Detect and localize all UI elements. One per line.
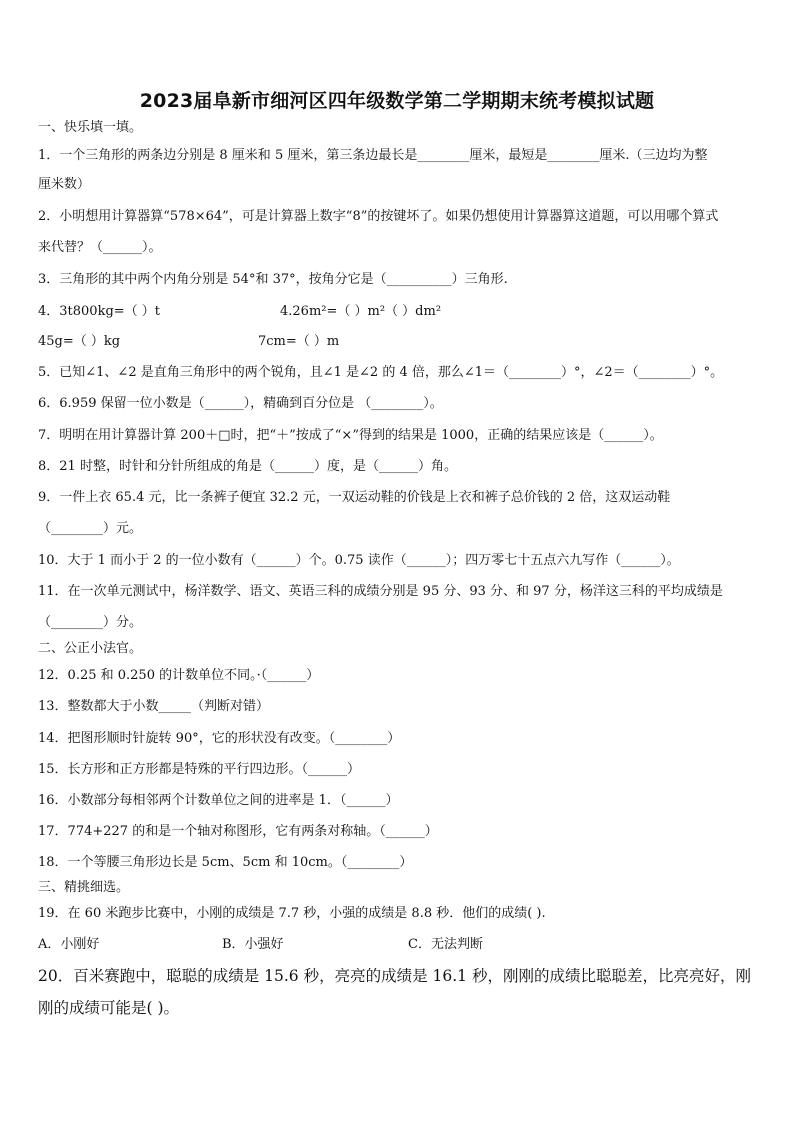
question-4-part-c: 45g=（ ）kg: [38, 334, 121, 349]
question-4-part-b: 4.26m²=（ ）m²（ ）dm²: [280, 304, 442, 319]
question-19-option-b: B．小强好: [222, 937, 284, 952]
question-10: 10．大于 1 而小于 2 的一位小数有（______）个。0.75 读作（______）；四万零七十五点六九写作（______）。: [38, 553, 680, 568]
question-20-line-1: 20．百米赛跑中，聪聪的成绩是 15.6 秒，亮亮的成绩是 16.1 秒，刚刚的成绩比聪聪差，比亮亮好，刚: [38, 967, 751, 985]
question-2-line-2: 来代替？（______）。: [38, 240, 162, 255]
question-13: 13．整数都大于小数_____（判断对错）: [38, 699, 270, 714]
question-2-line-1: 2．小明想用计算器算“578×64”，可是计算器上数字“8”的按键坏了。如果仍想使用计算器算这道题，可以用哪个算式: [38, 209, 719, 224]
question-12: 12．0.25 和 0.250 的计数单位不同。·（______）: [38, 668, 320, 683]
question-6: 6．6.959 保留一位小数是（______），精确到百分位是 （________）。: [38, 396, 443, 411]
question-5: 5．已知∠1、∠2 是直角三角形中的两个锐角，且∠1 是∠2 的 4 倍，那么∠1＝（________）°，∠2＝（________）°。: [38, 365, 724, 380]
question-17: 17．774+227 的和是一个轴对称图形，它有两条对称轴。（______）: [38, 824, 438, 839]
question-19: 19．在 60 米跑步比赛中，小刚的成绩是 7.7 秒，小强的成绩是 8.8 秒．他们的成绩( ).: [38, 906, 546, 921]
question-9-line-2: （________）元。: [38, 521, 143, 536]
question-8: 8．21 时整，时针和分针所组成的角是（______）度，是（______）角。: [38, 459, 457, 474]
section-heading-2: 二、公正小法官。: [38, 641, 143, 656]
question-1-line-1: 1．一个三角形的两条边分别是 8 厘米和 5 厘米，第三条边最长是________厘米，最短是________厘米.（三边均为整: [38, 148, 708, 163]
section-heading-3: 三、精挑细选。: [38, 880, 130, 895]
question-7: 7．明明在用计算器计算 200＋□时，把“＋”按成了“×”得到的结果是 1000，正确的结果应该是（______）。: [38, 428, 663, 443]
question-16: 16．小数部分每相邻两个计数单位之间的进率是 1．（______）: [38, 793, 399, 808]
page-title: 2023届阜新市细河区四年级数学第二学期期末统考模拟试题: [139, 90, 655, 112]
section-heading-1: 一、快乐填一填。: [38, 120, 143, 135]
question-4-part-d: 7cm=（ ）m: [258, 334, 340, 349]
question-20-line-2: 刚的成绩可能是( )。: [38, 999, 180, 1017]
question-11-line-2: （________）分。: [38, 615, 143, 630]
question-15: 15．长方形和正方形都是特殊的平行四边形。（______）: [38, 762, 361, 777]
question-19-option-a: A．小刚好: [38, 937, 100, 952]
question-19-option-c: C．无法判断: [408, 937, 483, 952]
question-11-line-1: 11．在一次单元测试中，杨洋数学、语文、英语三科的成绩分别是 95 分、93 分、和 97 分，杨洋这三科的平均成绩是: [38, 584, 723, 599]
question-1-line-2: 厘米数）: [38, 177, 91, 192]
question-14: 14．把图形顺时针旋转 90°，它的形状没有改变。（________）: [38, 731, 401, 746]
question-4-part-a: 4．3t800kg=（ ）t: [38, 304, 161, 319]
question-3: 3．三角形的其中两个内角分别是 54°和 37°，按角分它是（__________）三角形.: [38, 272, 508, 287]
question-9-line-1: 9．一件上衣 65.4 元，比一条裤子便宜 32.2 元，一双运动鞋的价钱是上衣和裤子总价钱的 2 倍，这双运动鞋: [38, 490, 671, 505]
question-18: 18．一个等腰三角形边长是 5cm、5cm 和 10cm。（________）: [38, 855, 413, 870]
